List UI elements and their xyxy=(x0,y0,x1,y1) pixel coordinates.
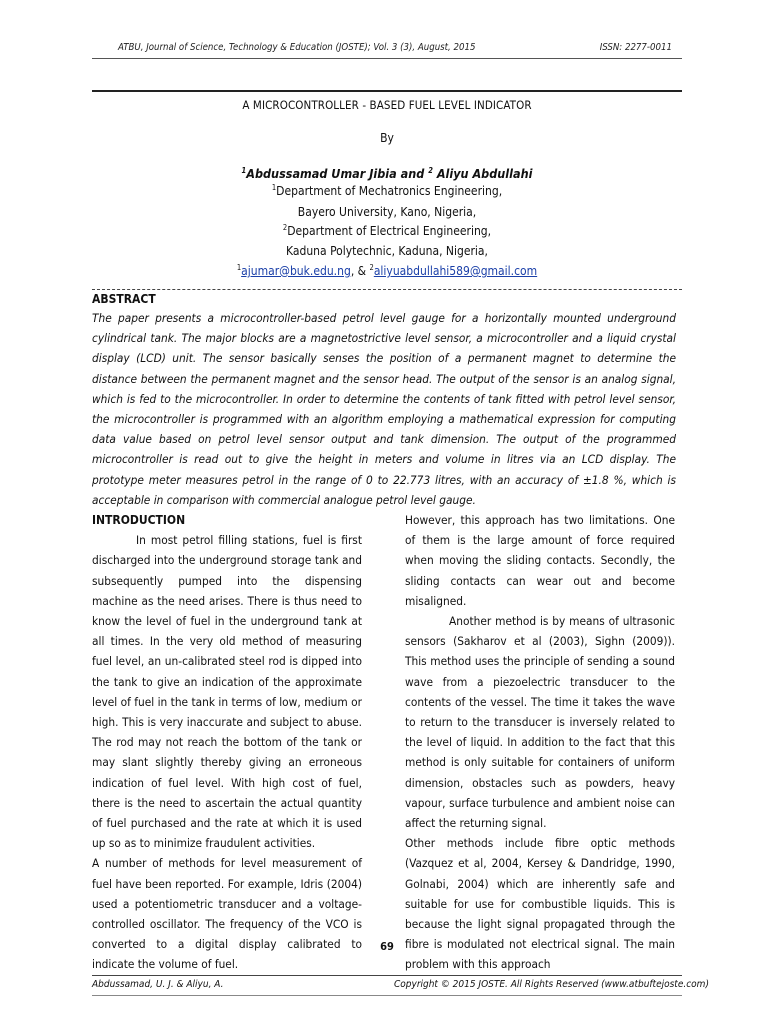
abstract-text: The paper presents a microcontroller-based petrol level gauge for a horizontally mounted underground cylindrical tank. The major blocks are a magnetostrictive level sensor, a microcontroller and a liquid crystal display (LCD) unit. The sensor basically senses the position of a permanent magnet to determine the distance between the permanent magnet and the sensor head. The output of the sensor is an analog signal, which is fed to the microcontroller. In order to determine the contents of tank fitted with petrol level sensor, the microcontroller is programmed with an algorithm employing a mathematical expression for computing data value based on petrol level sensor output and tank dimension. The output of the programmed microcontroller is read out to give the height in meters and volume in litres via an LCD display. The prototype meter measures petrol in the range of 0 to 22.773 litres, with an accuracy of ±1.8 %, which is acceptable in comparison with commercial analogue petrol level gauge. xyxy=(92,311,676,507)
introduction-heading: INTRODUCTION xyxy=(92,513,186,527)
aff1-sup: 1 xyxy=(271,183,277,192)
aff2-sup: 2 xyxy=(282,223,288,232)
paragraph: A number of methods for level measurement of fuel have been reported. For example, Idris (2004) used a potentiometric transducer and a voltage-controlled oscillator. The frequency of the VCO is converted to a digital display calibrated to indicate the volume of fuel. xyxy=(92,856,362,972)
author1: Abdussamad Umar Jibia and xyxy=(246,166,429,181)
footer-copyright: Copyright © 2015 JOSTE. All Rights Reserved (www.atbuftejoste.com) xyxy=(394,979,709,990)
author1-sup: 1 xyxy=(241,165,247,175)
paragraph: In most petrol filling stations, fuel is first discharged into the underground storage tank and subsequently pumped into the dispensing machine as the need arises. There is thus need to know the level of fuel in the underground tank at all times. In the very old method of measuring fuel level, an un-calibrated steel rod is dipped into the tank to give an indication of the approximate level of fuel in the tank in terms of low, medium or high. This is very inaccurate and subject to abuse. The rod may not reach the bottom of the tank or may slant slightly thereby giving an erroneous indication of fuel level. With high cost of fuel, there is the need to ascertain the actual quantity of fuel purchased and the rate at which it is used up so as to minimize fraudulent activities. xyxy=(92,533,362,851)
email-link-2[interactable]: aliyuabdullahi589@gmail.com xyxy=(373,264,538,278)
paragraph: Another method is by means of ultrasonic sensors (Sakharov et al (2003), Sighn (2009)). This method uses the principle of sending a sound wave from a piezoelectric transducer to the contents of the vessel. The time it takes the wave to return to the transducer is inversely related to the level of liquid. In addition to the fact that this method is only suitable for containers of uniform dimension, obstacles such as powders, heavy vapour, surface turbulence and ambient noise can affect the returning signal. xyxy=(405,614,675,831)
title-rule xyxy=(92,90,682,92)
affiliation-2-dept: $^2$Department of Electrical Engineering, xyxy=(282,223,492,238)
authors xyxy=(92,166,682,181)
author2-sup: 2 xyxy=(428,165,433,175)
email-link-1[interactable]: ajumar@buk.edu.ng xyxy=(241,264,351,278)
left-column xyxy=(92,510,362,975)
issn: ISSN: 2277-0011 xyxy=(599,42,672,53)
header-rule xyxy=(92,58,682,59)
journal-citation: ATBU, Journal of Science, Technology & Education (JOSTE); Vol. 3 (3), August, 2015 xyxy=(118,42,476,53)
abstract-divider xyxy=(92,289,682,290)
paragraph: Other methods include fibre optic methods (Vazquez et al, 2004, Kersey & Dandridge, 1990, Golnabi, 2004) which are inherently safe and suitable for use for combustible liquids. This is because the light signal propagated through the fibre is modulated not electrical signal. The main problem with this approach xyxy=(405,836,675,972)
author-emails: $^1$ajumar@buk.edu.ng, & $^2$aliyuabdullahi589@gmail.com xyxy=(236,263,538,278)
footer-rule xyxy=(92,975,682,976)
paragraph: However, this approach has two limitations. One of them is the large amount of force required when moving the sliding contacts. Secondly, the sliding contacts can wear out and become misaligned. xyxy=(405,513,675,608)
page-number: 69 xyxy=(380,940,394,953)
abstract-heading: ABSTRACT xyxy=(92,292,156,306)
affiliation-1-dept: $^1$Department of Mechatronics Engineering, xyxy=(271,183,503,198)
by-line: By xyxy=(380,131,394,145)
affiliation-1-institution: Bayero University, Kano, Nigeria, xyxy=(297,205,477,219)
author2: Aliyu Abdullahi xyxy=(432,166,533,181)
footer-authors: Abdussamad, U. J. & Aliyu, A. xyxy=(92,979,224,990)
affiliation-2-institution: Kaduna Polytechnic, Kaduna, Nigeria, xyxy=(286,244,488,258)
footer-underline xyxy=(92,995,682,996)
right-column xyxy=(405,510,675,975)
paper-title: A MICROCONTROLLER - BASED FUEL LEVEL INDICATOR xyxy=(242,98,532,112)
